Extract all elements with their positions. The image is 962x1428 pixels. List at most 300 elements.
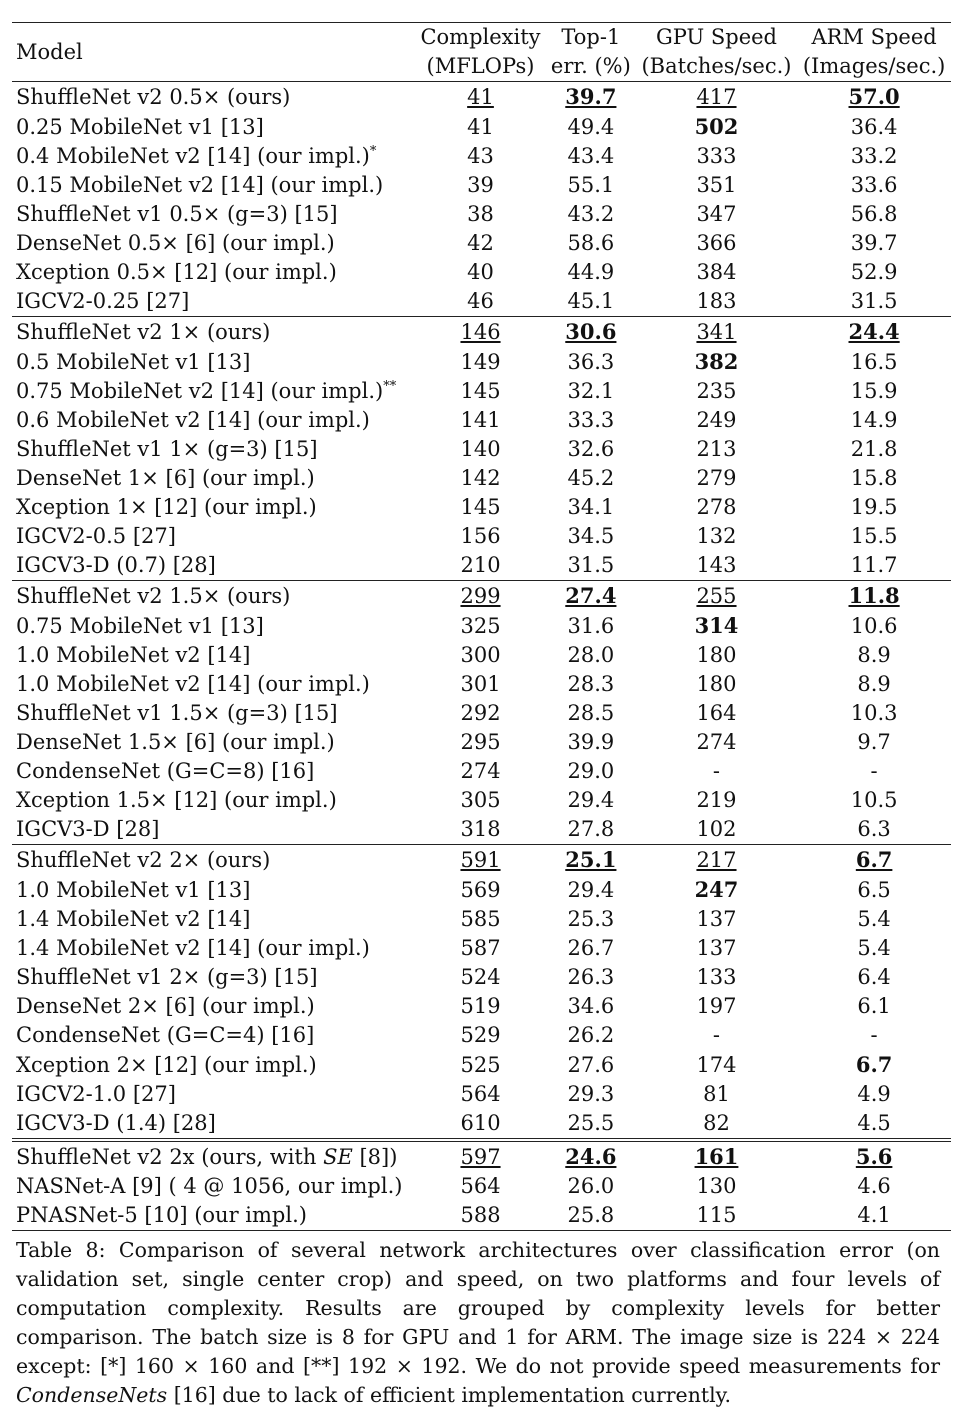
cell-arm — [797, 1201, 951, 1231]
cell-gpu — [636, 406, 797, 435]
cell-complexity — [415, 1172, 546, 1201]
cell-complexity — [415, 728, 546, 757]
cell-top1 — [546, 464, 636, 493]
cell-complexity — [415, 464, 546, 493]
value-complexity: 142 — [460, 466, 501, 490]
value-complexity: 274 — [460, 759, 501, 783]
cell-complexity — [415, 1140, 546, 1172]
model-name: 0.6 MobileNet v2 [14] (our impl.) — [16, 408, 370, 432]
value-complexity: 564 — [460, 1082, 501, 1106]
value-top1: 25.5 — [567, 1111, 615, 1135]
cell-top1 — [546, 229, 636, 258]
cell-top1 — [546, 905, 636, 934]
value-top1: 26.3 — [567, 965, 615, 989]
cell-arm — [797, 875, 951, 905]
table-row — [12, 815, 951, 845]
value-complexity: 610 — [460, 1111, 501, 1135]
cell-top1 — [546, 1080, 636, 1109]
value-top1: 49.4 — [567, 114, 615, 139]
cell-gpu — [636, 317, 797, 348]
cell-arm — [797, 200, 951, 229]
value-arm: 21.8 — [850, 437, 898, 461]
cell-model — [12, 934, 415, 963]
cell-gpu — [636, 728, 797, 757]
table-row — [12, 229, 951, 258]
cell-arm — [797, 905, 951, 934]
cell-top1 — [546, 347, 636, 377]
value-top1: 43.2 — [567, 202, 615, 226]
row-group — [12, 581, 951, 845]
table-row — [12, 435, 951, 464]
value-top1: 28.5 — [567, 701, 615, 725]
value-top1: 31.6 — [567, 613, 615, 638]
value-complexity: 41 — [467, 84, 494, 109]
row-group — [12, 82, 951, 317]
value-complexity: 524 — [460, 965, 501, 989]
value-arm: 33.2 — [850, 144, 898, 168]
value-complexity: 292 — [460, 701, 501, 725]
cell-model — [12, 1050, 415, 1080]
value-top1: 45.2 — [567, 466, 615, 490]
value-top1: 44.9 — [567, 260, 615, 284]
cell-top1 — [546, 493, 636, 522]
model-name: CondenseNet (G=C=4) [16] — [16, 1023, 315, 1047]
cell-gpu — [636, 347, 797, 377]
value-gpu: 382 — [694, 349, 739, 374]
value-top1: 25.1 — [565, 847, 617, 872]
cell-complexity — [415, 1109, 546, 1140]
table-row — [12, 1109, 951, 1140]
cell-gpu — [636, 1080, 797, 1109]
table-header — [12, 23, 951, 82]
model-name: Xception 0.5× [12] (our impl.) — [16, 260, 337, 284]
cell-gpu — [636, 757, 797, 786]
model-name: ShuffleNet v1 1.5× (g=3) [15] — [16, 701, 338, 725]
cell-top1 — [546, 200, 636, 229]
table-row — [12, 551, 951, 581]
value-arm: 11.8 — [848, 583, 900, 608]
value-arm: 15.8 — [850, 466, 898, 490]
cell-top1 — [546, 1201, 636, 1231]
cell-complexity — [415, 905, 546, 934]
header-top1-line1: Top-1 — [561, 25, 621, 49]
value-complexity: 325 — [460, 613, 501, 638]
value-gpu: 137 — [696, 907, 737, 931]
value-arm: 24.4 — [848, 319, 900, 344]
cell-model — [12, 112, 415, 142]
value-top1: 29.0 — [567, 759, 615, 783]
cell-complexity — [415, 287, 546, 317]
cell-gpu — [636, 1021, 797, 1050]
cell-complexity — [415, 551, 546, 581]
value-gpu: 183 — [696, 289, 737, 313]
model-name: 1.0 MobileNet v1 [13] — [16, 877, 251, 902]
model-name: ShuffleNet v2 1.5× (ours) — [16, 583, 291, 608]
header-top1 — [546, 23, 636, 82]
value-complexity: 40 — [467, 260, 494, 284]
value-complexity: 149 — [460, 349, 501, 374]
value-top1: 28.0 — [567, 643, 615, 667]
model-name: 0.75 MobileNet v1 [13] — [16, 613, 264, 638]
value-complexity: 591 — [460, 847, 501, 872]
value-arm: 16.5 — [850, 349, 898, 374]
cell-model — [12, 963, 415, 992]
table-row — [12, 522, 951, 551]
cell-arm — [797, 1021, 951, 1050]
cell-arm — [797, 815, 951, 845]
cell-complexity — [415, 757, 546, 786]
model-name: IGCV2-1.0 [27] — [16, 1082, 176, 1106]
table-row — [12, 1140, 951, 1172]
table-row — [12, 317, 951, 348]
model-name: 1.0 MobileNet v2 [14] — [16, 643, 251, 667]
value-complexity: 141 — [460, 408, 501, 432]
cell-gpu — [636, 258, 797, 287]
cell-complexity — [415, 1021, 546, 1050]
table-row — [12, 786, 951, 815]
cell-model — [12, 1021, 415, 1050]
value-top1: 25.3 — [567, 907, 615, 931]
value-gpu: 213 — [696, 437, 737, 461]
cell-top1 — [546, 258, 636, 287]
cell-gpu — [636, 1109, 797, 1140]
cell-gpu — [636, 464, 797, 493]
cell-complexity — [415, 82, 546, 113]
value-complexity: 299 — [460, 583, 501, 608]
comparison-table — [12, 22, 951, 1231]
cell-complexity — [415, 112, 546, 142]
value-complexity: 585 — [460, 907, 501, 931]
value-complexity: 587 — [460, 936, 501, 960]
value-top1: 31.5 — [567, 553, 615, 577]
value-gpu: 219 — [696, 788, 737, 812]
cell-top1 — [546, 112, 636, 142]
cell-gpu — [636, 581, 797, 612]
value-gpu: 502 — [694, 114, 739, 139]
model-name: IGCV3-D [28] — [16, 817, 160, 841]
cell-top1 — [546, 757, 636, 786]
cell-arm — [797, 845, 951, 876]
model-name: Xception 1.5× [12] (our impl.) — [16, 788, 337, 812]
value-complexity: 318 — [460, 817, 501, 841]
cell-top1 — [546, 670, 636, 699]
table-row — [12, 581, 951, 612]
value-complexity: 146 — [460, 319, 501, 344]
value-gpu: 137 — [696, 936, 737, 960]
table-row — [12, 171, 951, 200]
value-gpu: 235 — [696, 379, 737, 403]
cell-arm — [797, 171, 951, 200]
value-arm: 4.5 — [857, 1111, 891, 1135]
cell-model — [12, 142, 415, 171]
cell-arm — [797, 317, 951, 348]
cell-gpu — [636, 611, 797, 641]
table-caption — [16, 1236, 940, 1410]
cell-complexity — [415, 611, 546, 641]
table-row — [12, 464, 951, 493]
cell-complexity — [415, 171, 546, 200]
cell-gpu — [636, 171, 797, 200]
value-gpu: 217 — [696, 847, 737, 872]
cell-gpu — [636, 435, 797, 464]
value-arm: 10.3 — [850, 701, 898, 725]
value-complexity: 519 — [460, 994, 501, 1018]
value-arm: 33.6 — [850, 173, 898, 197]
value-gpu: 132 — [696, 524, 737, 548]
value-arm: 6.7 — [855, 847, 893, 872]
value-gpu: 366 — [696, 231, 737, 255]
table-row — [12, 287, 951, 317]
model-name: 0.5 MobileNet v1 [13] — [16, 349, 251, 374]
cell-top1 — [546, 377, 636, 406]
table-row — [12, 670, 951, 699]
cell-model — [12, 1080, 415, 1109]
value-arm: 10.5 — [850, 788, 898, 812]
header-model: Model — [12, 23, 415, 82]
value-top1: 26.0 — [567, 1174, 615, 1198]
cell-complexity — [415, 581, 546, 612]
value-gpu: 249 — [696, 408, 737, 432]
cell-arm — [797, 699, 951, 728]
cell-gpu — [636, 1140, 797, 1172]
value-arm: 15.5 — [850, 524, 898, 548]
value-top1: 43.4 — [567, 144, 615, 168]
value-complexity: 525 — [460, 1052, 501, 1077]
value-arm: 4.6 — [857, 1174, 891, 1198]
value-top1: 45.1 — [567, 289, 615, 313]
cell-gpu — [636, 287, 797, 317]
value-gpu: 278 — [696, 495, 737, 519]
value-gpu: 81 — [703, 1082, 730, 1106]
header-gpu-line2: (Batches/sec.) — [641, 54, 792, 78]
value-gpu: 341 — [696, 319, 737, 344]
cell-complexity — [415, 435, 546, 464]
footnote-marker: ** — [383, 379, 397, 394]
cell-gpu — [636, 786, 797, 815]
cell-top1 — [546, 699, 636, 728]
value-arm: 15.9 — [850, 379, 898, 403]
cell-top1 — [546, 82, 636, 113]
cell-top1 — [546, 1050, 636, 1080]
value-gpu: 255 — [696, 583, 737, 608]
model-name: 1.0 MobileNet v2 [14] (our impl.) — [16, 672, 370, 696]
value-top1: 58.6 — [567, 231, 615, 255]
row-group — [12, 1140, 951, 1231]
model-name: IGCV3-D (0.7) [28] — [16, 553, 216, 577]
value-arm: - — [870, 759, 878, 783]
header-complexity-line2: (MFLOPs) — [426, 54, 535, 78]
cell-complexity — [415, 845, 546, 876]
table-row — [12, 728, 951, 757]
cell-arm — [797, 522, 951, 551]
model-name: Xception 1× [12] (our impl.) — [16, 495, 317, 519]
cell-complexity — [415, 1201, 546, 1231]
value-gpu: 102 — [696, 817, 737, 841]
cell-top1 — [546, 845, 636, 876]
value-gpu: - — [712, 1023, 721, 1047]
cell-arm — [797, 992, 951, 1021]
value-top1: 33.3 — [567, 408, 615, 432]
cell-arm — [797, 493, 951, 522]
cell-top1 — [546, 611, 636, 641]
value-gpu: 115 — [696, 1203, 737, 1227]
value-gpu: 333 — [696, 144, 737, 168]
cell-top1 — [546, 875, 636, 905]
value-gpu: 417 — [696, 84, 737, 109]
cell-model — [12, 845, 415, 876]
value-top1: 29.4 — [567, 877, 615, 902]
cell-model — [12, 406, 415, 435]
cell-model — [12, 699, 415, 728]
cell-model — [12, 258, 415, 287]
cell-top1 — [546, 934, 636, 963]
value-complexity: 529 — [460, 1023, 501, 1047]
value-complexity: 46 — [467, 289, 494, 313]
value-complexity: 210 — [460, 553, 501, 577]
cell-gpu — [636, 934, 797, 963]
model-name: DenseNet 0.5× [6] (our impl.) — [16, 231, 335, 255]
value-gpu: 314 — [694, 613, 739, 638]
table-row — [12, 406, 951, 435]
value-gpu: 164 — [696, 701, 737, 725]
value-complexity: 39 — [467, 173, 494, 197]
cell-arm — [797, 581, 951, 612]
value-arm: 4.1 — [857, 1203, 891, 1227]
cell-arm — [797, 757, 951, 786]
cell-model — [12, 229, 415, 258]
value-arm: 6.7 — [855, 1052, 893, 1077]
cell-gpu — [636, 112, 797, 142]
model-name: ShuffleNet v1 1× (g=3) [15] — [16, 437, 318, 461]
cell-gpu — [636, 551, 797, 581]
value-arm: 52.9 — [850, 260, 898, 284]
value-complexity: 569 — [460, 877, 501, 902]
value-arm: 11.7 — [850, 553, 898, 577]
table-row — [12, 377, 951, 406]
value-arm: 57.0 — [848, 84, 900, 109]
table-row — [12, 347, 951, 377]
cell-model — [12, 464, 415, 493]
caption-text-end: [16] due to lack of efficient implementation currently. — [167, 1383, 732, 1407]
table-row — [12, 845, 951, 876]
model-name: 0.15 MobileNet v2 [14] (our impl.) — [16, 173, 384, 197]
value-arm: 5.4 — [857, 907, 891, 931]
cell-arm — [797, 287, 951, 317]
cell-complexity — [415, 317, 546, 348]
cell-model — [12, 347, 415, 377]
table-row — [12, 905, 951, 934]
value-gpu: 279 — [696, 466, 737, 490]
cell-model — [12, 815, 415, 845]
row-group — [12, 845, 951, 1141]
cell-arm — [797, 934, 951, 963]
model-name: NASNet-A [9] ( 4 @ 1056, our impl.) — [16, 1174, 403, 1198]
model-name: Xception 2× [12] (our impl.) — [16, 1052, 317, 1077]
model-name: CondenseNet (G=C=8) [16] — [16, 759, 315, 783]
value-top1: 39.9 — [567, 730, 615, 754]
table-row — [12, 992, 951, 1021]
cell-model — [12, 905, 415, 934]
cell-arm — [797, 377, 951, 406]
value-arm: 31.5 — [850, 289, 898, 313]
table-row — [12, 611, 951, 641]
cell-complexity — [415, 522, 546, 551]
cell-complexity — [415, 200, 546, 229]
value-complexity: 588 — [460, 1203, 501, 1227]
row-group — [12, 317, 951, 581]
value-arm: - — [870, 1023, 878, 1047]
model-name: DenseNet 2× [6] (our impl.) — [16, 994, 315, 1018]
value-complexity: 156 — [460, 524, 501, 548]
model-name: 0.75 MobileNet v2 [14] (our impl.) — [16, 379, 384, 403]
value-arm: 14.9 — [850, 408, 898, 432]
cell-top1 — [546, 287, 636, 317]
value-gpu: 130 — [696, 1174, 737, 1198]
cell-arm — [797, 258, 951, 287]
value-complexity: 42 — [467, 231, 494, 255]
cell-complexity — [415, 992, 546, 1021]
cell-gpu — [636, 992, 797, 1021]
cell-gpu — [636, 699, 797, 728]
cell-arm — [797, 551, 951, 581]
footnote-marker: * — [369, 144, 377, 159]
value-top1: 26.7 — [567, 936, 615, 960]
cell-model — [12, 435, 415, 464]
cell-gpu — [636, 493, 797, 522]
value-arm: 10.6 — [850, 613, 898, 638]
cell-model — [12, 1140, 415, 1172]
table-row — [12, 641, 951, 670]
value-gpu: 180 — [696, 672, 737, 696]
cell-gpu — [636, 905, 797, 934]
value-gpu: - — [712, 759, 721, 783]
cell-model — [12, 875, 415, 905]
table-row — [12, 1021, 951, 1050]
cell-top1 — [546, 1172, 636, 1201]
value-complexity: 300 — [460, 643, 501, 667]
value-arm: 56.8 — [850, 202, 898, 226]
value-complexity: 301 — [460, 672, 501, 696]
value-top1: 55.1 — [567, 173, 615, 197]
table-row — [12, 963, 951, 992]
cell-gpu — [636, 522, 797, 551]
value-top1: 32.1 — [567, 379, 615, 403]
value-complexity: 564 — [460, 1174, 501, 1198]
model-name: 1.4 MobileNet v2 [14] — [16, 907, 251, 931]
value-top1: 26.2 — [567, 1023, 615, 1047]
value-arm: 19.5 — [850, 495, 898, 519]
value-top1: 36.3 — [567, 349, 615, 374]
cell-arm — [797, 229, 951, 258]
value-complexity: 43 — [467, 144, 494, 168]
value-top1: 34.5 — [567, 524, 615, 548]
cell-gpu — [636, 200, 797, 229]
model-name: IGCV2-0.5 [27] — [16, 524, 176, 548]
cell-model — [12, 728, 415, 757]
cell-complexity — [415, 815, 546, 845]
value-complexity: 295 — [460, 730, 501, 754]
value-top1: 29.4 — [567, 788, 615, 812]
table-row — [12, 1080, 951, 1109]
value-complexity: 38 — [467, 202, 494, 226]
cell-top1 — [546, 992, 636, 1021]
table-row — [12, 258, 951, 287]
cell-arm — [797, 142, 951, 171]
model-name: ShuffleNet v2 2× (ours) — [16, 847, 271, 872]
header-row — [12, 23, 951, 82]
model-name: ShuffleNet v1 2× (g=3) [15] — [16, 965, 318, 989]
value-top1: 27.4 — [565, 583, 617, 608]
